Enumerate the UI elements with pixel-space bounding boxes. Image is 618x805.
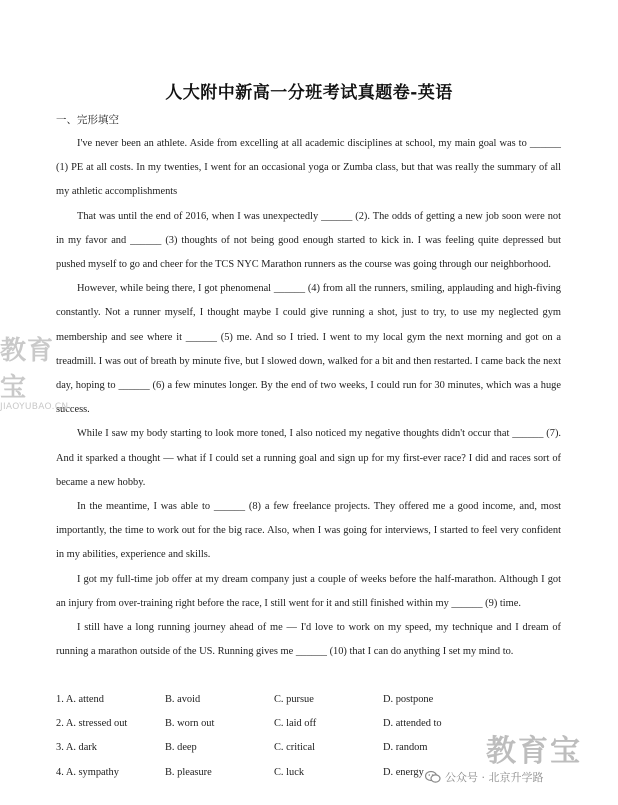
option-1a: 1. A. attend xyxy=(56,694,104,705)
option-2c: C. laid off xyxy=(274,718,317,730)
option-3a: 3. A. dark xyxy=(56,742,97,754)
passage xyxy=(56,132,561,664)
option-4c: C. luck xyxy=(274,766,305,778)
question-1-options xyxy=(56,688,561,712)
option-4a: 4. A. sympathy xyxy=(56,766,119,778)
page-title: 人大附中新高一分班考试真题卷-英语 xyxy=(165,83,453,103)
paragraph-7: I still have a long running journey ahead of me — I'd love to work on my speed, my technique and I dream of running a marathon outside of the US. Running gives me ______ (10) that I can do anything I set my mind to. xyxy=(56,622,561,658)
watermark-left-url: JIAOYUBAO.CN xyxy=(0,402,69,412)
option-3c: C. critical xyxy=(274,742,315,754)
watermark-left xyxy=(0,330,69,412)
option-3d: D. random xyxy=(383,742,428,754)
paragraph-4: While I saw my body starting to look more toned, I also noticed my negative thoughts didn't occur that ______ (7). And it sparked a thought — what if I could set a running goal and sign up for my first-ever race? I did and races sort of became a new hobby. xyxy=(56,428,561,488)
watermark-left-logo: 教育宝 xyxy=(0,336,55,403)
wechat-attribution xyxy=(425,766,544,788)
paragraph-5: In the meantime, I was able to ______ (8) a few freelance projects. They offered me a good income, and, most importantly, the time to work out for the big race. Also, when I was going for interviews, I started to feel very confident in my abilities, experience and skills. xyxy=(56,501,561,561)
paragraph-2: That was until the end of 2016, when I was unexpectedly ______ (2). The odds of getting a new job soon were not in my favor and ______ (3) thoughts of not being good enough started to kick in. I was feeling quite depressed but pushed myself to go and cheer for the TCS NYC Marathon runners as the course was going through our neighborhood. xyxy=(56,210,561,271)
paragraph-1: I've never been an athlete. Aside from excelling at all academic disciplines at school, my main goal was to ______ (1) PE at all costs. In my twenties, I went for an occasional yoga or Zumba class, but that was really the summary of all my athletic accomplishments xyxy=(56,138,561,198)
option-1d: D. postpone xyxy=(383,694,434,705)
option-2b: B. worn out xyxy=(165,718,215,730)
option-2d: D. attended to xyxy=(383,718,442,730)
watermark-right-logo: 教育宝 xyxy=(486,734,582,769)
option-4b: B. pleasure xyxy=(165,766,212,778)
option-3b: B. deep xyxy=(165,742,197,754)
wechat-text: 公众号 · 北京升学路 xyxy=(445,771,544,784)
wechat-icon xyxy=(425,770,441,784)
option-2a: 2. A. stressed out xyxy=(56,718,128,730)
section-heading: 一、完形填空 xyxy=(56,114,119,126)
option-1c: C. pursue xyxy=(274,694,314,705)
option-4d: D. energy xyxy=(383,766,424,778)
option-1b: B. avoid xyxy=(165,694,201,705)
paragraph-3: However, while being there, I got phenomenal ______ (4) from all the runners, smiling, applauding and high-fiving constantly. Not a runner myself, I thought maybe I could give running a shot, just to try, to use my neglected gym membership and see where it ______ (5) me. And so I tried. I went to my local gym the next morning and got on a treadmill. I was out of breath by minute five, but I slowed down, walked for a bit and then restarted. I came back the next day, hoping to ______ (6) a few minutes longer. By the end of two weeks, I could run for 30 minutes, which was a huge success. xyxy=(56,283,561,416)
paragraph-6: I got my full-time job offer at my dream company just a couple of weeks before the half-marathon. Although I got an injury from over-training right before the race, I still went for it and still finished within my ______ (9) time. xyxy=(56,573,561,609)
